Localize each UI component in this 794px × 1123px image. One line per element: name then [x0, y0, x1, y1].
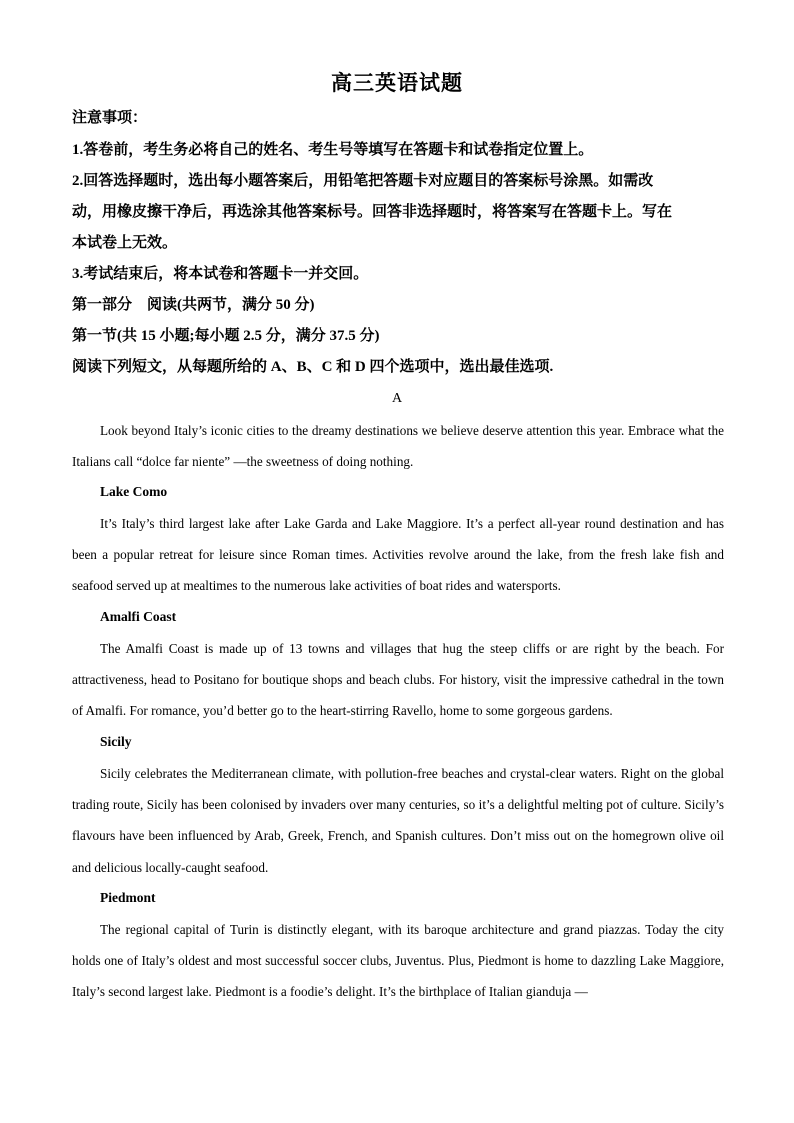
note-item-1: 1.答卷前，考生务必将自己的姓名、考生号等填写在答题卡和试卷指定位置上。 — [72, 142, 594, 158]
note-item-3: 3.考试结束后，将本试卷和答题卡一并交回。 — [72, 266, 369, 282]
note-item-2-line-1: 2.回答选择题时，选出每小题答案后，用铅笔把答题卡对应题目的答案标号涂黑。如需改 — [72, 173, 654, 189]
passage-intro: Look beyond Italy’s iconic cities to the dreamy destinations we believe deserve attention this year. Embrace what the Italians call “dolce far niente” —the sweetness of doing nothing. — [72, 423, 724, 470]
passage-label: A — [391, 391, 403, 406]
notes-heading: 注意事项： — [72, 110, 148, 126]
section-text-lake-como: It’s Italy’s third largest lake after Lake Garda and Lake Maggiore. It’s a perfect all-year round destination and has been a popular retreat for leisure since Roman times. Activities revolve around the lake, from the fresh lake fish and seafood served up at mealtimes to the numerous lake activities of boat rides and watersports. — [72, 516, 724, 594]
section-heading-piedmont: Piedmont — [100, 890, 156, 905]
section-text-amalfi-coast: The Amalfi Coast is made up of 13 towns and villages that hug the steep cliffs or are right by the beach. For attractiveness, head to Positano for boutique shops and beach clubs. For history, visit the impressive cathedral in the town of Amalfi. For romance, you’d better go to the heart-stirring Ravello, home to some gorgeous gardens. — [72, 641, 724, 719]
section-heading-lake-como: Lake Como — [100, 484, 168, 499]
part-one-heading: 第一部分 阅读(共两节，满分 50 分) — [72, 297, 315, 313]
section-text-piedmont: The regional capital of Turin is distinctly elegant, with its baroque architecture and grand piazzas. Today the city holds one of Italy’s oldest and most successful soccer clubs, Juventus. Plus, Piedmont is home to dazzling Lake Maggiore, Italy’s second largest lake. Piedmont is a foodie’s delight. It’s the birthplace of Italian gianduja — — [72, 922, 724, 1000]
note-item-2-line-3: 本试卷上无效。 — [72, 235, 178, 251]
section-heading-sicily: Sicily — [100, 734, 132, 749]
reading-instruction: 阅读下列短文，从每题所给的 A、B、C 和 D 四个选项中，选出最佳选项. — [72, 359, 554, 375]
section-text-sicily: Sicily celebrates the Mediterranean climate, with pollution-free beaches and crystal-clear waters. Right on the global trading route, Sicily has been colonised by invaders over many centuries, so it’s a delightful melting pot of culture. Sicily’s flavours have been influenced by Arab, Greek, French, and Spanish cultures. Don’t miss out on the homegrown olive oil and delicious locally-caught seafood. — [72, 766, 724, 875]
note-item-2-line-2: 动，用橡皮擦干净后，再选涂其他答案标号。回答非选择题时，将答案写在答题卡上。写在 — [72, 204, 673, 220]
page-title: 高三英语试题 — [331, 71, 463, 95]
section-heading-amalfi-coast: Amalfi Coast — [100, 609, 177, 624]
section-one-heading: 第一节(共 15 小题;每小题 2.5 分，满分 37.5 分) — [72, 328, 380, 344]
